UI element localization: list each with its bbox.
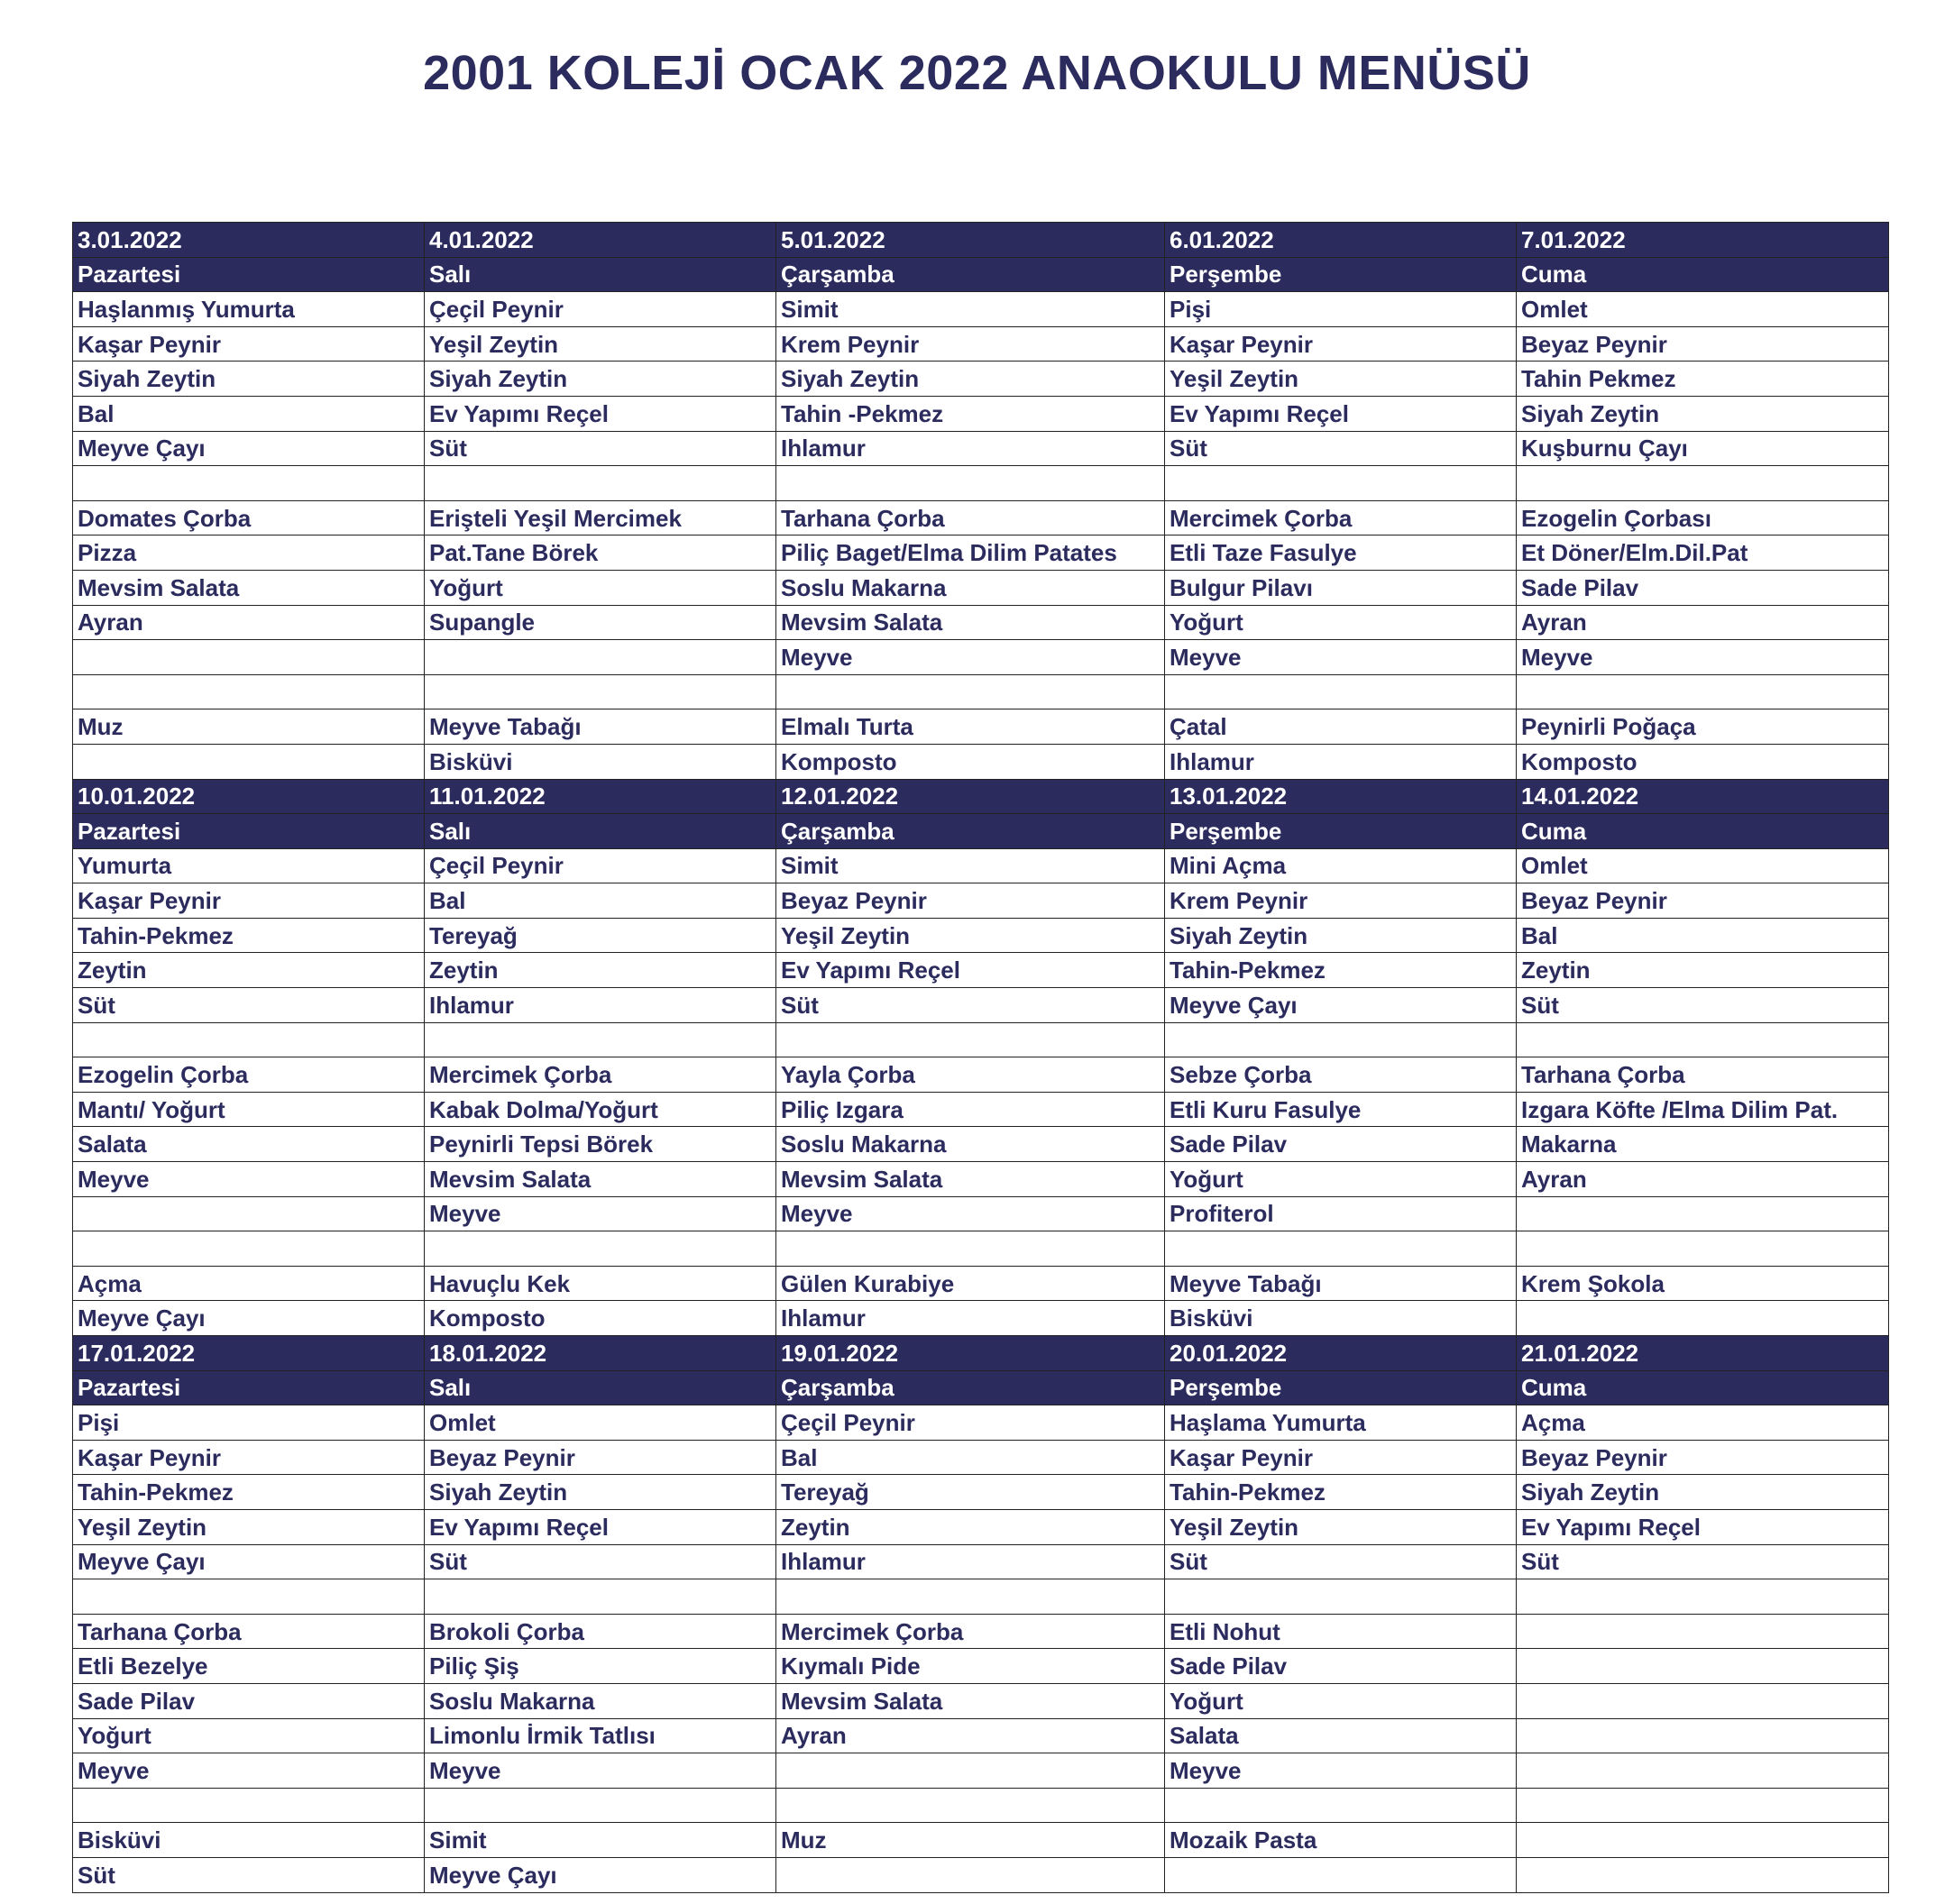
- day-header-row: [73, 814, 1889, 849]
- table-cell: Süt: [73, 988, 425, 1023]
- table-cell: Zeytin: [776, 1509, 1165, 1544]
- table-cell: 21.01.2022: [1517, 1336, 1889, 1371]
- table-cell: [1165, 466, 1517, 501]
- table-cell: Tahin-Pekmez: [73, 918, 425, 953]
- table-cell: Ev Yapımı Reçel: [425, 1509, 776, 1544]
- table-cell: [1165, 1857, 1517, 1892]
- table-cell: Kaşar Peynir: [1165, 1440, 1517, 1475]
- table-cell: Tahin-Pekmez: [1165, 1475, 1517, 1510]
- table-cell: 3.01.2022: [73, 223, 425, 258]
- table-cell: Omlet: [425, 1405, 776, 1441]
- table-cell: Makarna: [1517, 1127, 1889, 1162]
- table-cell: Pazartesi: [73, 1370, 425, 1405]
- table-cell: Meyve: [73, 1162, 425, 1197]
- table-cell: Pişi: [73, 1405, 425, 1441]
- table-cell: [425, 1231, 776, 1267]
- table-cell: Meyve: [425, 1196, 776, 1231]
- table-cell: Tereyağ: [776, 1475, 1165, 1510]
- table-cell: Tarhana Çorba: [1517, 1057, 1889, 1093]
- menu-row: [73, 1440, 1889, 1475]
- menu-row: [73, 1022, 1889, 1057]
- table-cell: Mevsim Salata: [776, 1162, 1165, 1197]
- menu-row: [73, 1057, 1889, 1093]
- menu-row: [73, 396, 1889, 431]
- table-cell: Yeşil Zeytin: [73, 1509, 425, 1544]
- table-cell: Mevsim Salata: [73, 570, 425, 605]
- table-cell: Cuma: [1517, 257, 1889, 292]
- table-cell: [1517, 1614, 1889, 1649]
- table-cell: Soslu Makarna: [425, 1683, 776, 1718]
- table-cell: Siyah Zeytin: [73, 362, 425, 397]
- table-cell: Beyaz Peynir: [1517, 1440, 1889, 1475]
- table-cell: [425, 674, 776, 709]
- table-cell: Salata: [1165, 1718, 1517, 1753]
- menu-row: [73, 466, 1889, 501]
- table-cell: Piliç Şiş: [425, 1649, 776, 1684]
- table-cell: Siyah Zeytin: [425, 362, 776, 397]
- table-cell: Haşlanmış Yumurta: [73, 292, 425, 327]
- table-cell: Et Döner/Elm.Dil.Pat: [1517, 536, 1889, 571]
- table-cell: Mantı/ Yoğurt: [73, 1092, 425, 1127]
- table-cell: Tarhana Çorba: [776, 500, 1165, 536]
- table-cell: Izgara Köfte /Elma Dilim Pat.: [1517, 1092, 1889, 1127]
- table-cell: [73, 1788, 425, 1823]
- table-cell: [776, 1579, 1165, 1615]
- table-cell: Meyve Tabağı: [1165, 1266, 1517, 1301]
- table-cell: Çeçil Peynir: [776, 1405, 1165, 1441]
- table-cell: Pazartesi: [73, 814, 425, 849]
- table-cell: Meyve: [776, 1196, 1165, 1231]
- table-cell: Ayran: [776, 1718, 1165, 1753]
- table-cell: Sade Pilav: [73, 1683, 425, 1718]
- day-header-row: [73, 257, 1889, 292]
- table-cell: [73, 1231, 425, 1267]
- table-cell: Ihlamur: [776, 431, 1165, 466]
- table-cell: Meyve: [1165, 1753, 1517, 1789]
- table-cell: Ezogelin Çorbası: [1517, 500, 1889, 536]
- table-cell: Siyah Zeytin: [1517, 1475, 1889, 1510]
- table-cell: Zeytin: [73, 953, 425, 988]
- table-cell: Kaşar Peynir: [73, 883, 425, 919]
- table-cell: Krem Peynir: [1165, 883, 1517, 919]
- table-cell: Ihlamur: [776, 1544, 1165, 1579]
- menu-row: [73, 918, 1889, 953]
- table-cell: [1165, 1788, 1517, 1823]
- table-cell: [425, 1579, 776, 1615]
- table-cell: [1517, 1788, 1889, 1823]
- table-cell: Salı: [425, 257, 776, 292]
- menu-row: [73, 362, 1889, 397]
- table-cell: Piliç Izgara: [776, 1092, 1165, 1127]
- table-cell: Limonlu İrmik Tatlısı: [425, 1718, 776, 1753]
- table-cell: Tereyağ: [425, 918, 776, 953]
- table-cell: Pizza: [73, 536, 425, 571]
- table-cell: Kıymalı Pide: [776, 1649, 1165, 1684]
- table-cell: Ev Yapımı Reçel: [776, 953, 1165, 988]
- table-cell: [425, 1788, 776, 1823]
- table-cell: [1517, 1857, 1889, 1892]
- menu-row: [73, 1301, 1889, 1336]
- table-cell: Tarhana Çorba: [73, 1614, 425, 1649]
- table-cell: Brokoli Çorba: [425, 1614, 776, 1649]
- table-cell: Mercimek Çorba: [425, 1057, 776, 1093]
- table-cell: [1517, 1753, 1889, 1789]
- table-cell: Simit: [776, 292, 1165, 327]
- table-cell: 19.01.2022: [776, 1336, 1165, 1371]
- table-cell: 6.01.2022: [1165, 223, 1517, 258]
- table-cell: 11.01.2022: [425, 779, 776, 814]
- table-cell: Süt: [776, 988, 1165, 1023]
- table-cell: Yeşil Zeytin: [1165, 362, 1517, 397]
- table-cell: Omlet: [1517, 848, 1889, 883]
- menu-row: [73, 536, 1889, 571]
- table-cell: Cuma: [1517, 1370, 1889, 1405]
- table-cell: Krem Şokola: [1517, 1266, 1889, 1301]
- table-cell: Meyve: [1165, 640, 1517, 675]
- table-cell: Siyah Zeytin: [1165, 918, 1517, 953]
- table-cell: Simit: [776, 848, 1165, 883]
- table-cell: Mercimek Çorba: [776, 1614, 1165, 1649]
- table-cell: [776, 1857, 1165, 1892]
- menu-row: [73, 1857, 1889, 1892]
- table-cell: Meyve: [1517, 640, 1889, 675]
- table-cell: [1517, 674, 1889, 709]
- table-cell: Meyve: [776, 640, 1165, 675]
- table-cell: Mevsim Salata: [776, 1683, 1165, 1718]
- table-cell: [1517, 466, 1889, 501]
- table-cell: Tahin -Pekmez: [776, 396, 1165, 431]
- table-cell: Ayran: [1517, 605, 1889, 640]
- table-cell: Krem Peynir: [776, 326, 1165, 362]
- table-cell: Supangle: [425, 605, 776, 640]
- table-cell: Ev Yapımı Reçel: [1165, 396, 1517, 431]
- table-cell: Meyve Çayı: [425, 1857, 776, 1892]
- menu-row: [73, 431, 1889, 466]
- table-cell: Yoğurt: [1165, 1162, 1517, 1197]
- table-cell: Mozaik Pasta: [1165, 1823, 1517, 1858]
- menu-row: [73, 326, 1889, 362]
- table-cell: [1517, 1196, 1889, 1231]
- table-cell: 7.01.2022: [1517, 223, 1889, 258]
- table-cell: Ayran: [73, 605, 425, 640]
- menu-row: [73, 1405, 1889, 1441]
- day-header-row: [73, 1370, 1889, 1405]
- table-cell: [425, 1022, 776, 1057]
- menu-row: [73, 1127, 1889, 1162]
- table-cell: Yumurta: [73, 848, 425, 883]
- table-cell: Yeşil Zeytin: [776, 918, 1165, 953]
- table-cell: Perşembe: [1165, 814, 1517, 849]
- table-cell: Çeçil Peynir: [425, 292, 776, 327]
- menu-row: [73, 1544, 1889, 1579]
- table-cell: Meyve Çayı: [73, 1544, 425, 1579]
- menu-row: [73, 500, 1889, 536]
- table-cell: Komposto: [776, 744, 1165, 779]
- table-cell: 17.01.2022: [73, 1336, 425, 1371]
- table-cell: [1165, 674, 1517, 709]
- table-cell: [73, 1579, 425, 1615]
- table-cell: Yoğurt: [1165, 605, 1517, 640]
- table-cell: Tahin-Pekmez: [73, 1475, 425, 1510]
- table-cell: Tahin-Pekmez: [1165, 953, 1517, 988]
- table-cell: Muz: [776, 1823, 1165, 1858]
- table-cell: Siyah Zeytin: [776, 362, 1165, 397]
- table-cell: Omlet: [1517, 292, 1889, 327]
- table-cell: [1165, 1231, 1517, 1267]
- menu-row: [73, 570, 1889, 605]
- table-cell: Etli Kuru Fasulye: [1165, 1092, 1517, 1127]
- menu-row: [73, 640, 1889, 675]
- table-cell: Soslu Makarna: [776, 1127, 1165, 1162]
- menu-row: [73, 1788, 1889, 1823]
- table-cell: [776, 674, 1165, 709]
- date-header-row: [73, 779, 1889, 814]
- table-cell: Kuşburnu Çayı: [1517, 431, 1889, 466]
- table-cell: Salı: [425, 814, 776, 849]
- table-cell: Tahin Pekmez: [1517, 362, 1889, 397]
- table-cell: Perşembe: [1165, 257, 1517, 292]
- table-cell: [1517, 1231, 1889, 1267]
- table-cell: Açma: [1517, 1405, 1889, 1441]
- table-cell: Siyah Zeytin: [1517, 396, 1889, 431]
- table-cell: Sade Pilav: [1165, 1649, 1517, 1684]
- table-cell: Meyve: [73, 1753, 425, 1789]
- table-cell: [425, 640, 776, 675]
- table-cell: Çarşamba: [776, 814, 1165, 849]
- table-cell: Yoğurt: [73, 1718, 425, 1753]
- menu-row: [73, 1683, 1889, 1718]
- table-cell: Haşlama Yumurta: [1165, 1405, 1517, 1441]
- table-cell: Domates Çorba: [73, 500, 425, 536]
- table-cell: Süt: [425, 1544, 776, 1579]
- table-cell: Havuçlu Kek: [425, 1266, 776, 1301]
- date-header-row: [73, 1336, 1889, 1371]
- table-cell: Sade Pilav: [1165, 1127, 1517, 1162]
- table-cell: [776, 1231, 1165, 1267]
- table-cell: Gülen Kurabiye: [776, 1266, 1165, 1301]
- table-cell: [73, 640, 425, 675]
- table-cell: Bal: [776, 1440, 1165, 1475]
- menu-row: [73, 988, 1889, 1023]
- table-cell: Komposto: [1517, 744, 1889, 779]
- table-cell: 4.01.2022: [425, 223, 776, 258]
- table-cell: Kaşar Peynir: [1165, 326, 1517, 362]
- menu-row: [73, 1231, 1889, 1267]
- table-cell: Perşembe: [1165, 1370, 1517, 1405]
- table-cell: Simit: [425, 1823, 776, 1858]
- table-cell: Ihlamur: [1165, 744, 1517, 779]
- menu-row: [73, 1509, 1889, 1544]
- table-cell: 14.01.2022: [1517, 779, 1889, 814]
- menu-row: [73, 1579, 1889, 1615]
- menu-row: [73, 1823, 1889, 1858]
- table-cell: Bisküvi: [425, 744, 776, 779]
- table-cell: Beyaz Peynir: [1517, 326, 1889, 362]
- table-cell: [1165, 1579, 1517, 1615]
- table-cell: Bal: [73, 396, 425, 431]
- table-cell: Yoğurt: [425, 570, 776, 605]
- table-cell: Mevsim Salata: [425, 1162, 776, 1197]
- table-cell: 18.01.2022: [425, 1336, 776, 1371]
- menu-row: [73, 1092, 1889, 1127]
- table-cell: [776, 466, 1165, 501]
- table-cell: Kaşar Peynir: [73, 326, 425, 362]
- table-cell: [1517, 1718, 1889, 1753]
- table-cell: [1517, 1579, 1889, 1615]
- menu-row: [73, 1196, 1889, 1231]
- table-cell: Ihlamur: [776, 1301, 1165, 1336]
- table-cell: [1517, 1683, 1889, 1718]
- table-cell: Süt: [1517, 1544, 1889, 1579]
- menu-row: [73, 1753, 1889, 1789]
- table-cell: Sade Pilav: [1517, 570, 1889, 605]
- table-cell: Zeytin: [425, 953, 776, 988]
- table-cell: Meyve: [425, 1753, 776, 1789]
- table-cell: Ev Yapımı Reçel: [1517, 1509, 1889, 1544]
- table-cell: Bisküvi: [1165, 1301, 1517, 1336]
- menu-row: [73, 848, 1889, 883]
- menu-row: [73, 744, 1889, 779]
- menu-row: [73, 1614, 1889, 1649]
- table-cell: Piliç Baget/Elma Dilim Patates: [776, 536, 1165, 571]
- table-cell: Salata: [73, 1127, 425, 1162]
- page-title: 2001 KOLEJİ OCAK 2022 ANAOKULU MENÜSÜ: [423, 46, 1531, 100]
- table-cell: Süt: [1165, 1544, 1517, 1579]
- table-cell: Çarşamba: [776, 1370, 1165, 1405]
- table-cell: Bal: [425, 883, 776, 919]
- table-cell: Pazartesi: [73, 257, 425, 292]
- table-cell: [425, 466, 776, 501]
- table-cell: Çatal: [1165, 709, 1517, 745]
- table-cell: Meyve Çayı: [73, 1301, 425, 1336]
- table-cell: Zeytin: [1517, 953, 1889, 988]
- table-cell: Erişteli Yeşil Mercimek: [425, 500, 776, 536]
- table-cell: Etli Bezelye: [73, 1649, 425, 1684]
- table-cell: Meyve Tabağı: [425, 709, 776, 745]
- table-cell: Yeşil Zeytin: [1165, 1509, 1517, 1544]
- table-cell: [73, 674, 425, 709]
- table-cell: [1517, 1022, 1889, 1057]
- table-cell: Süt: [1517, 988, 1889, 1023]
- table-cell: [1517, 1301, 1889, 1336]
- table-cell: Çeçil Peynir: [425, 848, 776, 883]
- menu-row: [73, 1266, 1889, 1301]
- table-cell: Beyaz Peynir: [425, 1440, 776, 1475]
- table-cell: [776, 1788, 1165, 1823]
- table-cell: Ev Yapımı Reçel: [425, 396, 776, 431]
- table-cell: Meyve Çayı: [1165, 988, 1517, 1023]
- table-cell: 5.01.2022: [776, 223, 1165, 258]
- table-cell: Peynirli Poğaça: [1517, 709, 1889, 745]
- table-cell: Profiterol: [1165, 1196, 1517, 1231]
- table-cell: Mevsim Salata: [776, 605, 1165, 640]
- table-cell: Açma: [73, 1266, 425, 1301]
- table-cell: Çarşamba: [776, 257, 1165, 292]
- table-cell: Süt: [73, 1857, 425, 1892]
- table-cell: Siyah Zeytin: [425, 1475, 776, 1510]
- table-cell: [73, 1196, 425, 1231]
- table-cell: Mercimek Çorba: [1165, 500, 1517, 536]
- table-cell: Bisküvi: [73, 1823, 425, 1858]
- menu-row: [73, 1162, 1889, 1197]
- menu-row: [73, 883, 1889, 919]
- table-cell: Salı: [425, 1370, 776, 1405]
- table-cell: 10.01.2022: [73, 779, 425, 814]
- table-cell: Elmalı Turta: [776, 709, 1165, 745]
- table-cell: Pat.Tane Börek: [425, 536, 776, 571]
- table-cell: Beyaz Peynir: [776, 883, 1165, 919]
- table-cell: [73, 1022, 425, 1057]
- menu-row: [73, 709, 1889, 745]
- menu-row: [73, 953, 1889, 988]
- table-cell: Ayran: [1517, 1162, 1889, 1197]
- menu-row: [73, 292, 1889, 327]
- menu-row: [73, 1649, 1889, 1684]
- menu-row: [73, 1475, 1889, 1510]
- table-cell: 12.01.2022: [776, 779, 1165, 814]
- table-cell: [73, 744, 425, 779]
- table-cell: Ezogelin Çorba: [73, 1057, 425, 1093]
- table-cell: Kabak Dolma/Yoğurt: [425, 1092, 776, 1127]
- menu-row: [73, 1718, 1889, 1753]
- table-cell: Süt: [425, 431, 776, 466]
- table-cell: Bal: [1517, 918, 1889, 953]
- table-cell: Sebze Çorba: [1165, 1057, 1517, 1093]
- table-cell: Süt: [1165, 431, 1517, 466]
- table-cell: Yoğurt: [1165, 1683, 1517, 1718]
- menu-table-body: [73, 223, 1889, 1893]
- menu-row: [73, 605, 1889, 640]
- table-cell: Pişi: [1165, 292, 1517, 327]
- table-cell: Etli Taze Fasulye: [1165, 536, 1517, 571]
- table-cell: Ihlamur: [425, 988, 776, 1023]
- table-cell: Komposto: [425, 1301, 776, 1336]
- table-cell: Cuma: [1517, 814, 1889, 849]
- table-cell: [776, 1022, 1165, 1057]
- date-header-row: [73, 223, 1889, 258]
- table-cell: [1517, 1823, 1889, 1858]
- menu-table: [72, 222, 1889, 1893]
- table-cell: Beyaz Peynir: [1517, 883, 1889, 919]
- table-cell: Meyve Çayı: [73, 431, 425, 466]
- table-cell: Muz: [73, 709, 425, 745]
- table-cell: [776, 1753, 1165, 1789]
- table-cell: [1165, 1022, 1517, 1057]
- table-cell: Mini Açma: [1165, 848, 1517, 883]
- table-cell: Bulgur Pilavı: [1165, 570, 1517, 605]
- table-cell: Yeşil Zeytin: [425, 326, 776, 362]
- table-cell: Peynirli Tepsi Börek: [425, 1127, 776, 1162]
- menu-row: [73, 674, 1889, 709]
- table-cell: Etli Nohut: [1165, 1614, 1517, 1649]
- table-cell: [73, 466, 425, 501]
- table-cell: 13.01.2022: [1165, 779, 1517, 814]
- table-cell: Soslu Makarna: [776, 570, 1165, 605]
- table-cell: Kaşar Peynir: [73, 1440, 425, 1475]
- table-cell: [1517, 1649, 1889, 1684]
- table-cell: 20.01.2022: [1165, 1336, 1517, 1371]
- table-cell: Yayla Çorba: [776, 1057, 1165, 1093]
